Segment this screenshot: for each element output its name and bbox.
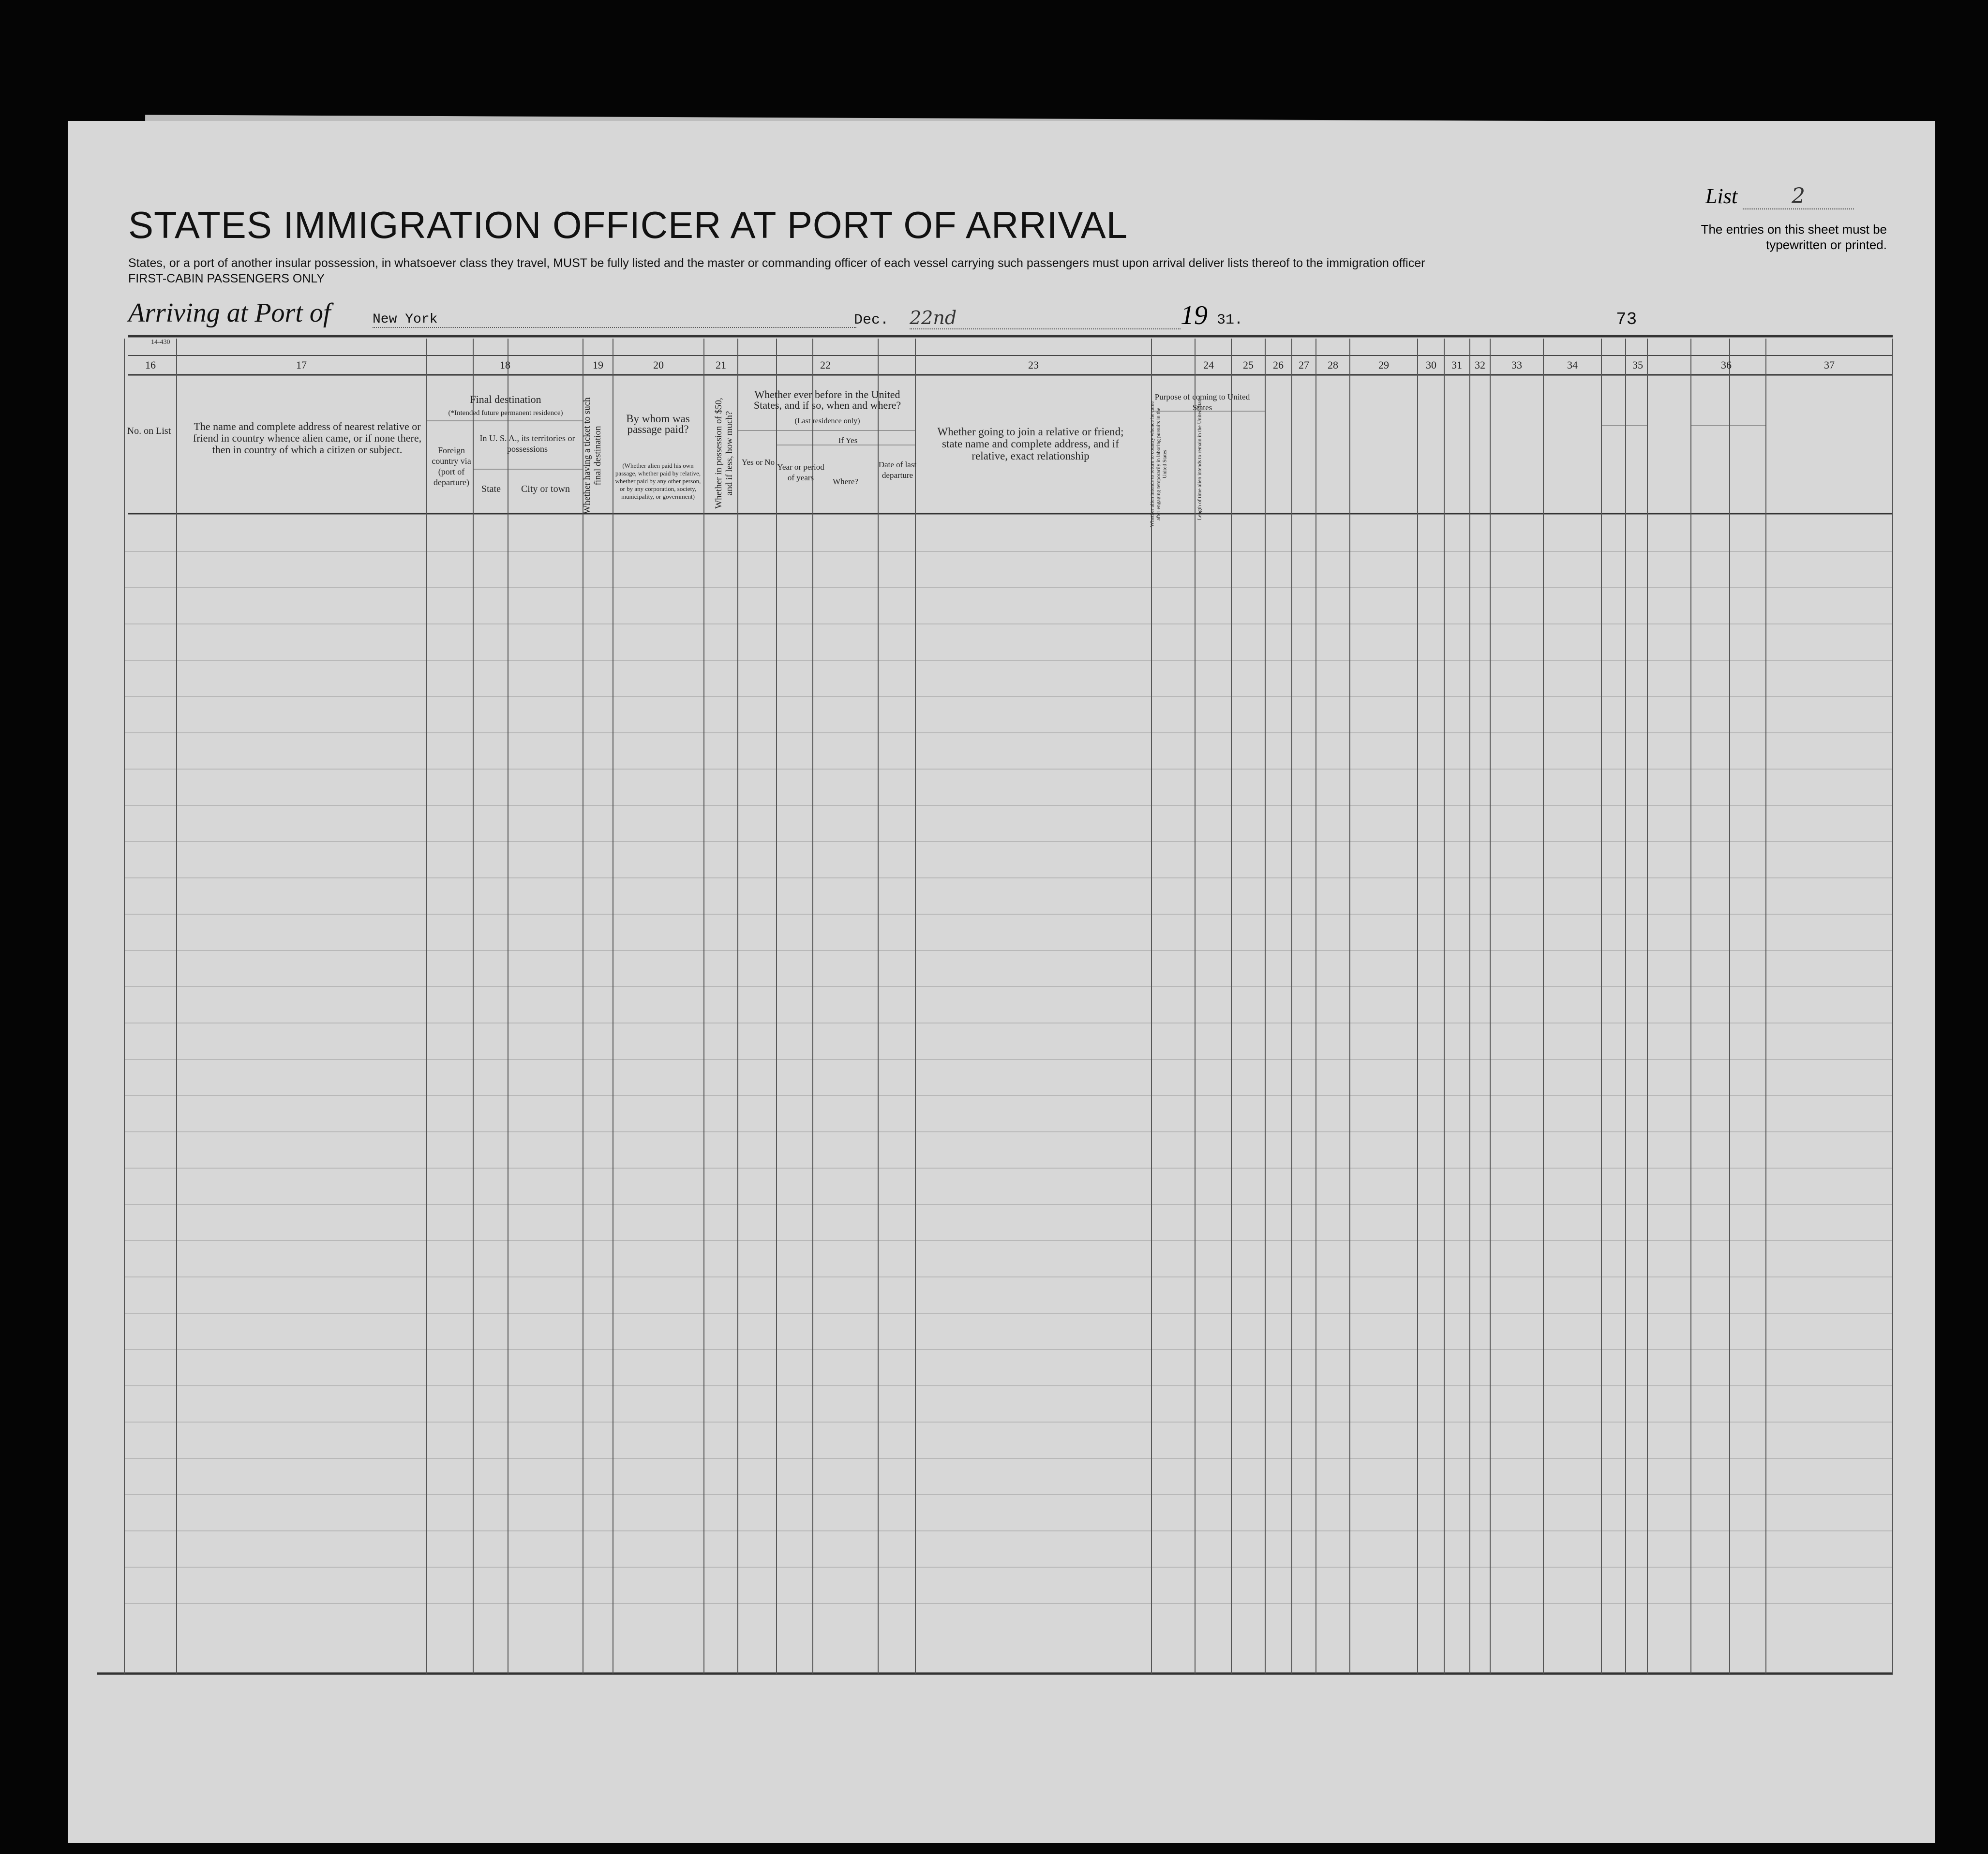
- year-suffix: 31.: [1217, 312, 1243, 328]
- header-if-yes: If Yes: [838, 436, 858, 445]
- header-by-whom-note: (Whether alien paid his own passage, whether paid by relative, whether paid by any other person, or by any corporation, society, municipality, or government): [615, 462, 701, 500]
- list-label: List: [1705, 184, 1738, 208]
- column-number: 30: [1426, 359, 1436, 371]
- header-final-destination-note: (*Intended future permanent residence): [448, 409, 563, 417]
- column-number: 33: [1511, 359, 1522, 371]
- header-date-departure: Date of last departure: [878, 460, 917, 480]
- column-number: 19: [593, 359, 603, 371]
- column-number: 17: [296, 359, 307, 371]
- day-field: 22nd: [910, 307, 1181, 329]
- table-grid: [68, 121, 1935, 1843]
- column-number: 18: [500, 359, 510, 371]
- column-number: 37: [1824, 359, 1835, 371]
- header-passenger-class: FIRST-CABIN PASSENGERS ONLY: [128, 272, 325, 285]
- column-number: 27: [1299, 359, 1309, 371]
- column-number: 25: [1243, 359, 1254, 371]
- column-number: 22: [820, 359, 831, 371]
- year-prefix-text: 19: [1181, 300, 1208, 330]
- list-field: [1705, 184, 1854, 209]
- header-possession: Whether in possession of $50, and if less, how much?: [714, 398, 734, 509]
- header-state: State: [481, 484, 501, 494]
- column-number: 36: [1721, 359, 1732, 371]
- form-code: 14-430: [151, 339, 170, 346]
- column-number: 20: [653, 359, 664, 371]
- header-last-residence: (Last residence only): [794, 417, 860, 425]
- column-number: 35: [1632, 359, 1643, 371]
- year-prefix: [1181, 300, 1208, 331]
- column-number: 21: [716, 359, 726, 371]
- header-in-usa: In U. S. A., its territories or possessions: [479, 433, 575, 454]
- header-purpose: Purpose of coming to United States: [1154, 392, 1250, 412]
- header-purpose-length: Length of time alien intends to remain in the United States: [1196, 395, 1203, 520]
- header-where: Where?: [833, 477, 858, 486]
- column-number: 32: [1475, 359, 1485, 371]
- list-number: 2: [1743, 184, 1854, 209]
- typewritten-notice: The entries on this sheet must be typewritten or printed.: [1701, 222, 1887, 252]
- page-title: STATES IMMIGRATION OFFICER AT PORT OF ARRIVAL: [128, 204, 1128, 246]
- header-joining: Whether going to join a relative or friend; state name and complete address, and if relative, exact relationship: [937, 426, 1124, 462]
- column-number: 28: [1328, 359, 1338, 371]
- header-city: City or town: [521, 484, 570, 494]
- column-number: 31: [1451, 359, 1462, 371]
- header-ticket: Whether having a ticket to such final destination: [582, 397, 603, 514]
- header-no-on-list: No. on List: [127, 426, 171, 436]
- month-field: Dec.: [854, 312, 889, 328]
- header-years: Year or period of years: [777, 462, 824, 482]
- arriving-label: Arriving at Port of: [128, 298, 331, 328]
- header-ever-before: Whether ever before in the United States, and if so, when and where?: [753, 388, 901, 411]
- header-foreign-country: Foreign country via (port of departure): [432, 445, 471, 487]
- header-by-whom: By whom was passage paid?: [626, 413, 690, 435]
- column-number: 29: [1378, 359, 1389, 371]
- header-yes-no: Yes or No: [741, 458, 775, 467]
- header-relative: The name and complete address of nearest relative or friend in country whence alien came, or if none there, then in country of which a citizen or subject.: [193, 420, 422, 456]
- column-number: 34: [1567, 359, 1578, 371]
- arrival-line: [128, 297, 330, 328]
- sheet-number: 73: [1616, 310, 1637, 329]
- header-final-destination: Final destination: [470, 393, 541, 405]
- column-number: 26: [1273, 359, 1284, 371]
- column-number: 24: [1203, 359, 1214, 371]
- column-number: 16: [145, 359, 156, 371]
- port-field: New York: [373, 312, 856, 328]
- header-instruction: States, or a port of another insular possession, in whatsoever class they travel, MUST be fully listed and the master or commanding officer of each vessel carrying such passengers must upon arrival deliver lists thereof to the immigration officer: [128, 256, 1425, 270]
- manifest-sheet: [68, 121, 1935, 1843]
- header-purpose-return: Whether alien intends to return to country whence he came after engaging temporarily in laboring pursuits in the United States: [1149, 401, 1168, 527]
- column-number: 23: [1028, 359, 1039, 371]
